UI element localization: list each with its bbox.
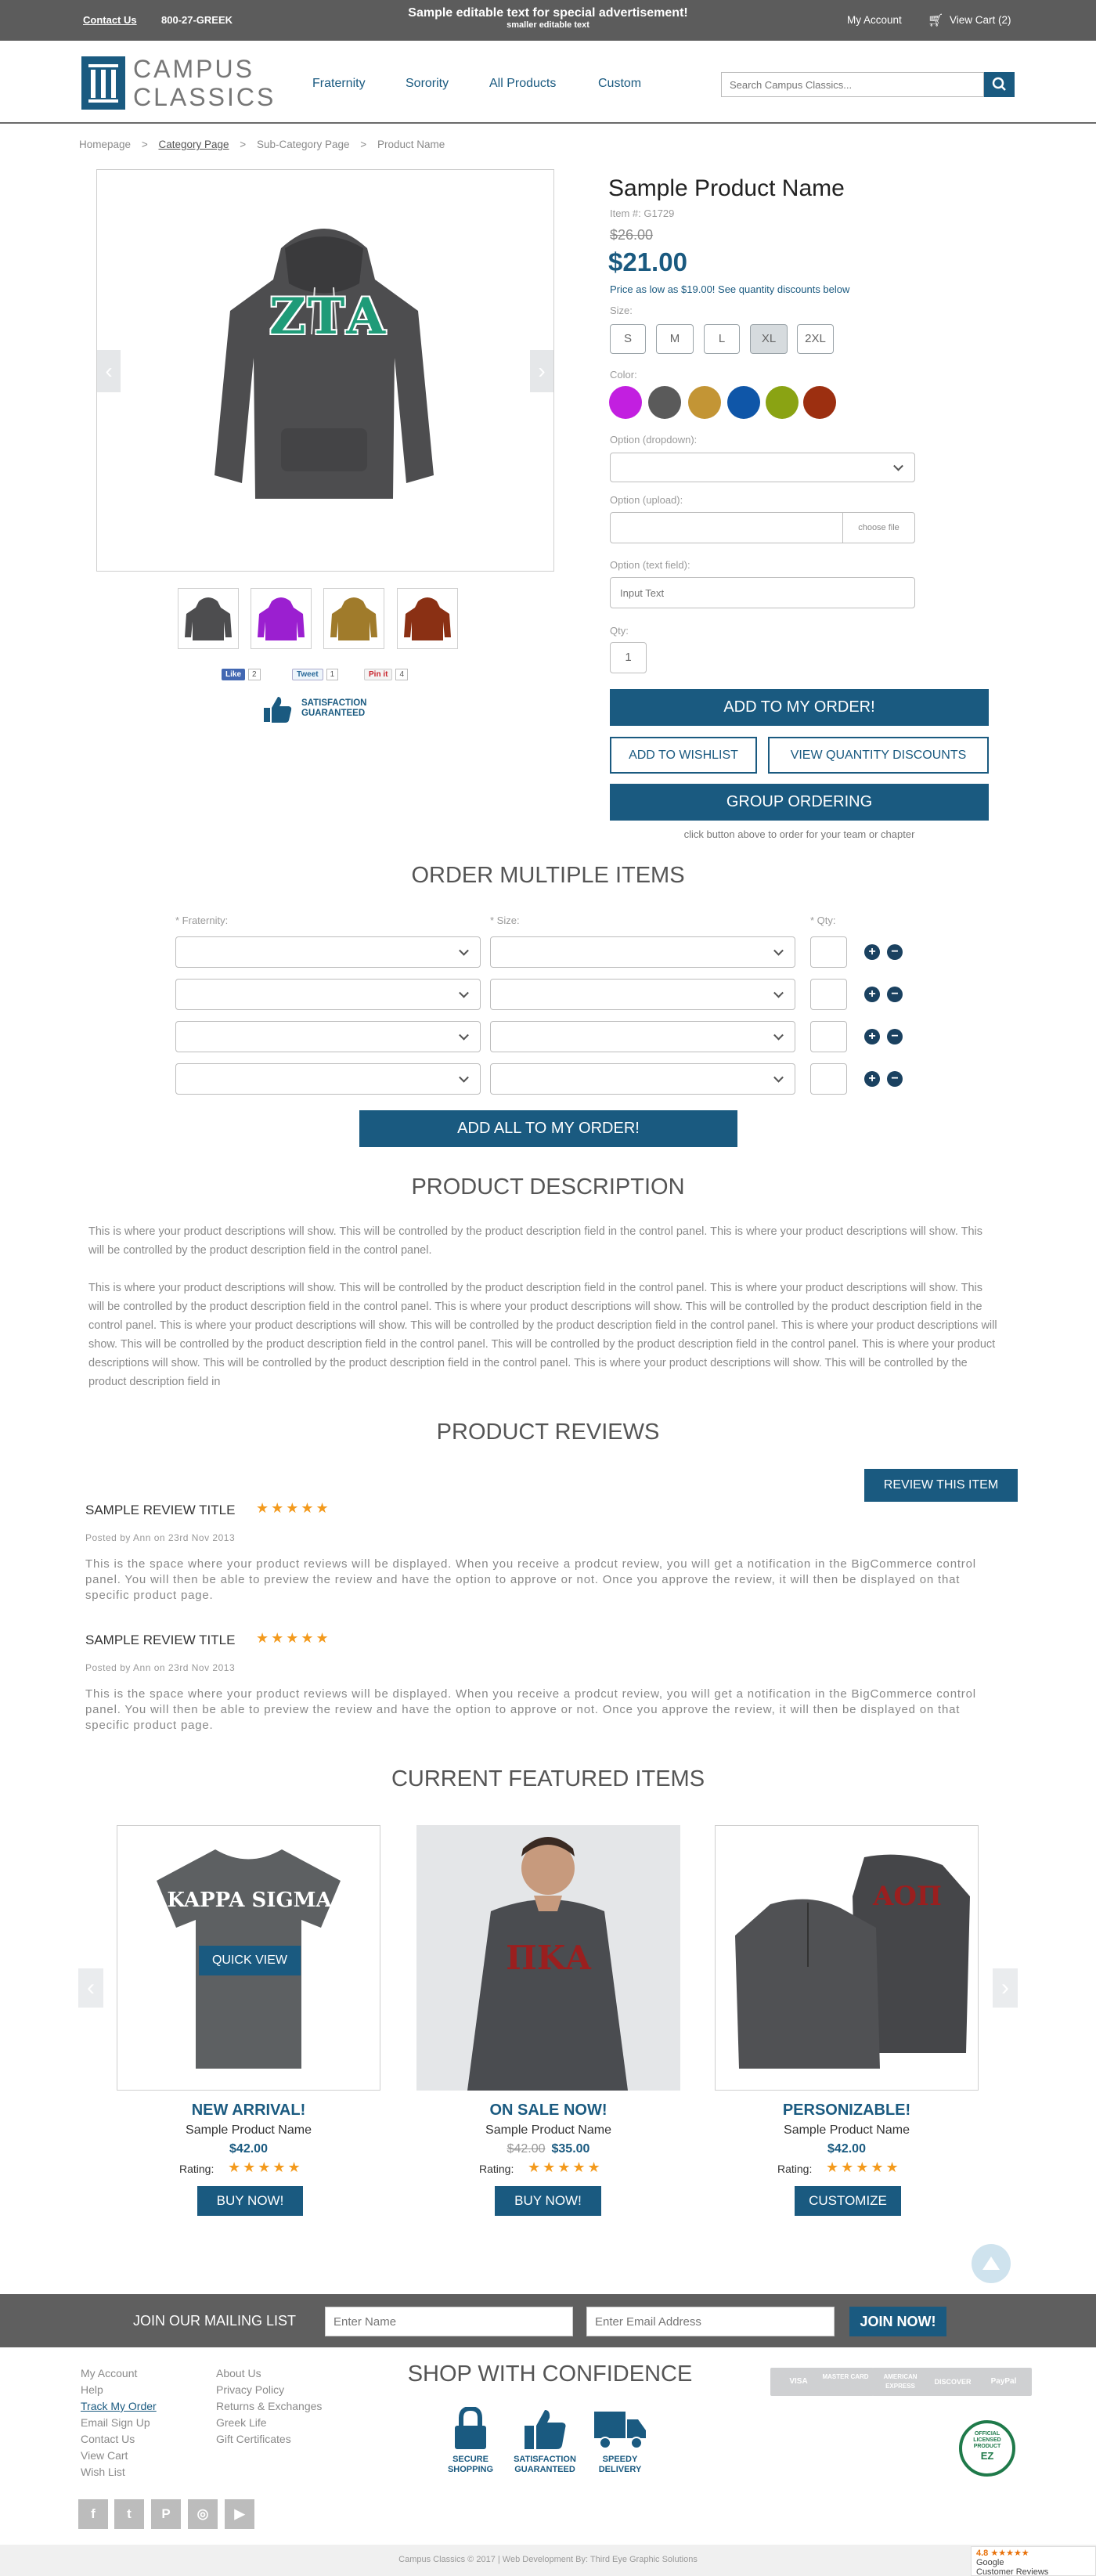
pinterest-pin[interactable]: [364, 667, 408, 681]
amex-icon: AMERICAN EXPRESS: [872, 2368, 928, 2396]
color-swatch[interactable]: [766, 386, 799, 419]
search-button[interactable]: [984, 72, 1015, 97]
rating-label: Rating:: [777, 2163, 813, 2175]
review-body: This is the space where your product reviews will be displayed. When you receive a prodcut review, you will get a notification in the BigCommerce control panel. You will then be able to preview the review and have the option to approve or not. Once you approve the review, it will then be displayed on that specific product page.: [85, 1687, 976, 1732]
review-meta: Posted by Ann on 23rd Nov 2013: [85, 1532, 236, 1543]
rating-stars: ★★★★★: [528, 2159, 603, 2175]
mailing-list-bar: [0, 2294, 1096, 2347]
size-select[interactable]: [490, 979, 795, 1010]
breadcrumb-home[interactable]: Homepage: [79, 139, 132, 150]
rating-stars: ★★★★★: [826, 2159, 901, 2175]
footer-link[interactable]: View Cart: [81, 2449, 128, 2462]
search-input[interactable]: [721, 72, 984, 97]
qty-input[interactable]: 1: [610, 642, 647, 673]
featured-price-group: [416, 2142, 680, 2156]
search-icon: [984, 72, 1015, 97]
copyright-bar: [0, 2545, 1096, 2576]
guarantee-line-1: SATISFACTION: [301, 698, 367, 708]
qty-column-label: * Qty:: [810, 915, 836, 926]
footer-links-account: [81, 2365, 157, 2480]
logo-line-1: CAMPUS: [133, 55, 254, 83]
description-paragraph: This is where your product descriptions will show. This will be controlled by the product description field in the control panel. This is where your product descriptions will show. This will be controlled by the product description field in the control panel.: [88, 1225, 983, 1257]
featured-price: $42.00: [827, 2142, 866, 2156]
site-header: [0, 41, 1096, 124]
fraternity-select[interactable]: [175, 1063, 481, 1095]
google-label: Google: [976, 2558, 1004, 2567]
view-cart-link[interactable]: View Cart (2): [950, 14, 1011, 26]
nav-sorority[interactable]: Sorority: [406, 77, 449, 90]
size-option-xl[interactable]: XL: [750, 324, 788, 354]
seal-line-1: OFFICIAL: [974, 2431, 1000, 2437]
facebook-like-button[interactable]: Like: [222, 669, 245, 680]
footer-link[interactable]: My Account: [81, 2367, 138, 2379]
featured-next-arrow[interactable]: ›: [993, 1968, 1018, 2008]
seal-mark: EZ: [980, 2450, 994, 2462]
name-input[interactable]: [325, 2307, 573, 2336]
remove-row-button[interactable]: −: [887, 987, 903, 1002]
review-this-item-button[interactable]: REVIEW THIS ITEM: [864, 1469, 1018, 1502]
featured-product-image[interactable]: [117, 1825, 380, 2091]
satisfaction-guaranteed-badge: [506, 2407, 584, 2475]
pillar-icon: [81, 56, 125, 110]
remove-row-button[interactable]: −: [887, 944, 903, 960]
size-select[interactable]: [490, 936, 795, 968]
secure-shopping-badge: [444, 2407, 497, 2475]
footer-link[interactable]: Help: [81, 2383, 103, 2396]
order-multiple-title: ORDER MULTIPLE ITEMS: [411, 863, 685, 888]
footer-link[interactable]: Email Sign Up: [81, 2416, 150, 2429]
color-swatch[interactable]: [688, 386, 721, 419]
featured-price: $35.00: [551, 2142, 590, 2156]
breadcrumb-subcategory[interactable]: Sub-Category Page: [256, 139, 350, 150]
my-account-link[interactable]: My Account: [847, 14, 902, 26]
mastercard-icon: MASTER CARD: [817, 2368, 874, 2396]
promo-banner: [313, 6, 783, 30]
footer-link[interactable]: Contact Us: [81, 2433, 135, 2445]
hoodie-image: [207, 217, 442, 514]
fraternity-select[interactable]: [175, 936, 481, 968]
product-title: Sample Product Name: [608, 175, 845, 201]
featured-price: $42.00: [229, 2142, 268, 2156]
discount-note[interactable]: Price as low as $19.00! See quantity discounts below: [610, 283, 850, 295]
color-label: Color:: [610, 369, 637, 381]
licensed-product-seal: [959, 2420, 1015, 2477]
thumbnail-charcoal[interactable]: [178, 588, 239, 649]
breadcrumb-category[interactable]: Category Page: [158, 139, 229, 150]
view-discounts-button[interactable]: VIEW QUANTITY DISCOUNTS: [768, 737, 989, 774]
promo-subtitle: smaller editable text: [507, 20, 589, 30]
contact-link[interactable]: Contact Us: [83, 14, 137, 26]
qty-input[interactable]: [810, 936, 847, 968]
thumbnail-rust[interactable]: [397, 588, 458, 649]
footer-link[interactable]: Track My Order: [81, 2400, 157, 2412]
pin-count: 4: [395, 669, 408, 680]
thumbnail-gold[interactable]: [323, 588, 384, 649]
arrow-up-icon: [972, 2244, 1011, 2283]
option-text-label: Option (text field):: [610, 559, 690, 571]
chevron-down-icon: [773, 988, 784, 998]
old-price: $26.00: [610, 227, 654, 243]
size-option-l[interactable]: L: [704, 324, 740, 354]
nav-fraternity[interactable]: Fraternity: [312, 77, 366, 90]
footer-links-company: [216, 2365, 322, 2448]
badge-line-1: SECURE: [452, 2455, 489, 2464]
nav-all-products[interactable]: All Products: [489, 77, 557, 90]
chevron-down-icon: [459, 946, 469, 956]
description-title: PRODUCT DESCRIPTION: [411, 1174, 685, 1200]
footer-link[interactable]: Returns & Exchanges: [216, 2400, 323, 2412]
truck-icon: [593, 2407, 647, 2451]
buy-now-button[interactable]: BUY NOW!: [495, 2186, 601, 2216]
fraternity-select[interactable]: [175, 979, 481, 1010]
google-sublabel: Customer Reviews: [976, 2567, 1049, 2576]
confidence-title: SHOP WITH CONFIDENCE: [407, 2361, 693, 2387]
satisfaction-badge: [262, 694, 367, 729]
google-rating: 4.8: [976, 2549, 989, 2558]
footer-link[interactable]: Privacy Policy: [216, 2383, 285, 2396]
fraternity-label: * Fraternity:: [175, 915, 229, 926]
thumbs-up-icon: [521, 2407, 568, 2451]
color-swatch[interactable]: [609, 386, 642, 419]
twitter-tweet[interactable]: [292, 667, 338, 681]
review-body: This is the space where your product reviews will be displayed. When you receive a prodcut review, you will get a notification in the BigCommerce control panel. You will then be able to preview the review and have the option to approve or not. Once you approve the review, it will then be displayed on that specific product page.: [85, 1557, 976, 1602]
twitter-icon[interactable]: t: [114, 2499, 144, 2529]
lock-icon: [452, 2407, 489, 2451]
breadcrumb-separator: >: [360, 139, 367, 150]
chevron-down-icon: [893, 461, 903, 471]
upload-field[interactable]: [610, 512, 915, 543]
add-to-order-button[interactable]: ADD TO MY ORDER!: [610, 689, 989, 726]
featured-old-price: $42.00: [507, 2142, 546, 2156]
color-swatch[interactable]: [727, 386, 760, 419]
review-title: SAMPLE REVIEW TITLE: [85, 1633, 236, 1647]
fraternity-select[interactable]: [175, 1021, 481, 1052]
color-swatch[interactable]: [648, 386, 681, 419]
featured-name[interactable]: Sample Product Name: [186, 2123, 312, 2137]
qty-input[interactable]: [810, 1021, 847, 1052]
featured-product-image[interactable]: [715, 1825, 979, 2091]
jacket-letters: ΑΟΠ: [872, 1881, 943, 1912]
nav-custom[interactable]: Custom: [598, 77, 642, 90]
discover-icon: DISCOVER: [925, 2368, 981, 2396]
remove-row-button[interactable]: −: [887, 1071, 903, 1087]
group-ordering-note: click button above to order for your team or chapter: [683, 828, 915, 840]
current-price: $21.00: [608, 247, 687, 276]
featured-prev-arrow[interactable]: ‹: [78, 1968, 103, 2008]
top-bar: [0, 0, 1096, 41]
instagram-icon[interactable]: ◎: [188, 2499, 218, 2529]
breadcrumb-separator: >: [240, 139, 247, 150]
reviews-title: PRODUCT REVIEWS: [436, 1420, 660, 1445]
tweet-count: 1: [326, 669, 339, 680]
join-now-button[interactable]: JOIN NOW!: [849, 2307, 946, 2336]
featured-tag: NEW ARRIVAL!: [191, 2102, 306, 2119]
facebook-icon[interactable]: f: [78, 2499, 108, 2529]
size-option-2xl[interactable]: 2XL: [797, 324, 834, 354]
google-stars: ★★★★★: [990, 2549, 1029, 2558]
badge-line-2: SHOPPING: [447, 2465, 494, 2474]
rating-label: Rating:: [479, 2163, 514, 2175]
quick-view-button[interactable]: QUICK VIEW: [199, 1946, 301, 1975]
add-row-button[interactable]: +: [864, 1071, 880, 1087]
image-prev-arrow[interactable]: ‹: [97, 350, 121, 392]
add-row-button[interactable]: +: [864, 987, 880, 1002]
shirt-letters: ΠΚΑ: [506, 1939, 591, 1977]
option-dropdown-label: Option (dropdown):: [610, 434, 698, 446]
footer-link[interactable]: Greek Life: [216, 2416, 267, 2429]
size-select[interactable]: [490, 1021, 795, 1052]
back-to-top-button[interactable]: [972, 2244, 1011, 2283]
add-row-button[interactable]: +: [864, 944, 880, 960]
speedy-delivery-badge: [589, 2407, 651, 2475]
facebook-like-count: 2: [248, 669, 261, 680]
paypal-icon: PayPal: [975, 2368, 1032, 2396]
badge-line-1: SPEEDY: [602, 2455, 638, 2464]
phone-number: 800-27-GREEK: [161, 14, 233, 26]
seal-line-3: PRODUCT: [973, 2444, 1001, 2449]
badge-line-2: DELIVERY: [598, 2465, 642, 2474]
add-all-button[interactable]: ADD ALL TO MY ORDER!: [359, 1110, 737, 1147]
youtube-icon[interactable]: ▶: [225, 2499, 254, 2529]
footer-link[interactable]: Gift Certificates: [216, 2433, 291, 2445]
tshirt-print: KAPPA SIGMA: [167, 1889, 332, 1912]
size-option-m[interactable]: M: [656, 324, 694, 354]
group-ordering-button[interactable]: GROUP ORDERING: [610, 784, 989, 821]
customize-button[interactable]: CUSTOMIZE: [795, 2186, 901, 2216]
size-label: Size:: [610, 305, 633, 316]
badge-line-2: GUARANTEED: [514, 2465, 575, 2474]
image-next-arrow[interactable]: ›: [530, 350, 553, 392]
chevron-down-icon: [773, 1030, 784, 1041]
qty-input[interactable]: [810, 1063, 847, 1095]
chevron-down-icon: [773, 946, 784, 956]
choose-file-button[interactable]: choose file: [842, 513, 914, 543]
color-swatch[interactable]: [803, 386, 836, 419]
item-number: Item #: G1729: [610, 207, 675, 219]
featured-tag: PERSONIZABLE!: [782, 2102, 911, 2119]
buy-now-button[interactable]: BUY NOW!: [197, 2186, 303, 2216]
email-input[interactable]: [586, 2307, 835, 2336]
visa-icon: VISA: [770, 2368, 827, 2396]
cart-icon[interactable]: 🛒︎: [928, 14, 944, 27]
breadcrumb-separator: >: [141, 139, 148, 150]
description-paragraph: This is where your product descriptions will show. This will be controlled by the product description field in the control panel. This is where your product descriptions will show. This will be controlled by the product description field in the control panel. This is where your product descriptions will show. This will be controlled by the product description field in the control panel. This is where your product descriptions will show. This will be controlled by the product description field in the control panel. This is where your product descriptions will show. This will be controlled by the product description field in the control panel. This will be controlled by the product description field in the control panel. This is where your product descriptions will show. This will be controlled by the product description field in the control panel. This is where your product descriptions will show. This will be controlled by the product description field in: [88, 1282, 997, 1388]
rating-stars: ★★★★★: [228, 2159, 303, 2175]
guarantee-line-2: GUARANTEED: [301, 709, 366, 718]
google-reviews-badge[interactable]: [971, 2546, 1096, 2576]
logo-line-2: CLASSICS: [133, 83, 276, 111]
featured-name[interactable]: Sample Product Name: [784, 2123, 910, 2137]
thumbnail-purple[interactable]: [251, 588, 312, 649]
chevron-down-icon: [459, 988, 469, 998]
size-column-label: * Size:: [490, 915, 520, 926]
review-title: SAMPLE REVIEW TITLE: [85, 1503, 236, 1517]
tweet-button[interactable]: Tweet: [292, 669, 323, 680]
featured-tag: ON SALE NOW!: [489, 2102, 607, 2119]
remove-row-button[interactable]: −: [887, 1029, 903, 1044]
breadcrumb-current: Product Name: [377, 139, 445, 150]
copyright-text: Campus Classics © 2017 | Web Development By: Third Eye Graphic Solutions: [398, 2555, 698, 2564]
review-meta: Posted by Ann on 23rd Nov 2013: [85, 1662, 236, 1673]
seal-line-2: LICENSED: [973, 2437, 1001, 2443]
qty-input[interactable]: [810, 979, 847, 1010]
size-option-s[interactable]: S: [610, 324, 646, 354]
add-to-wishlist-button[interactable]: ADD TO WISHLIST: [610, 737, 757, 774]
review-stars: ★★★★★: [256, 1630, 331, 1646]
featured-product-image[interactable]: [416, 1825, 680, 2091]
pin-button[interactable]: Pin it: [364, 669, 392, 680]
badge-line-1: SATISFACTION: [514, 2455, 576, 2464]
chevron-down-icon: [459, 1073, 469, 1083]
option-upload-label: Option (upload):: [610, 494, 683, 506]
featured-name[interactable]: Sample Product Name: [485, 2123, 611, 2137]
add-row-button[interactable]: +: [864, 1029, 880, 1044]
rating-label: Rating:: [179, 2163, 215, 2175]
featured-title: CURRENT FEATURED ITEMS: [391, 1766, 705, 1791]
breadcrumb: [79, 139, 445, 150]
promo-title: Sample editable text for special advertisement!: [408, 6, 688, 20]
option-text-input[interactable]: [610, 577, 915, 608]
qty-label: Qty:: [610, 625, 629, 637]
thumbs-up-icon: [262, 694, 294, 725]
review-stars: ★★★★★: [256, 1500, 331, 1516]
product-main-image[interactable]: [96, 169, 554, 572]
chevron-down-icon: [459, 1030, 469, 1041]
chevron-down-icon: [773, 1073, 784, 1083]
size-select[interactable]: [490, 1063, 795, 1095]
hoodie-letters: ΖΤΑ: [269, 287, 387, 346]
mailing-label: JOIN OUR MAILING LIST: [133, 2313, 297, 2329]
footer-link[interactable]: About Us: [216, 2367, 261, 2379]
facebook-like[interactable]: [222, 667, 261, 681]
footer-link[interactable]: Wish List: [81, 2466, 125, 2478]
pinterest-icon[interactable]: P: [151, 2499, 181, 2529]
option-dropdown[interactable]: [610, 453, 915, 482]
